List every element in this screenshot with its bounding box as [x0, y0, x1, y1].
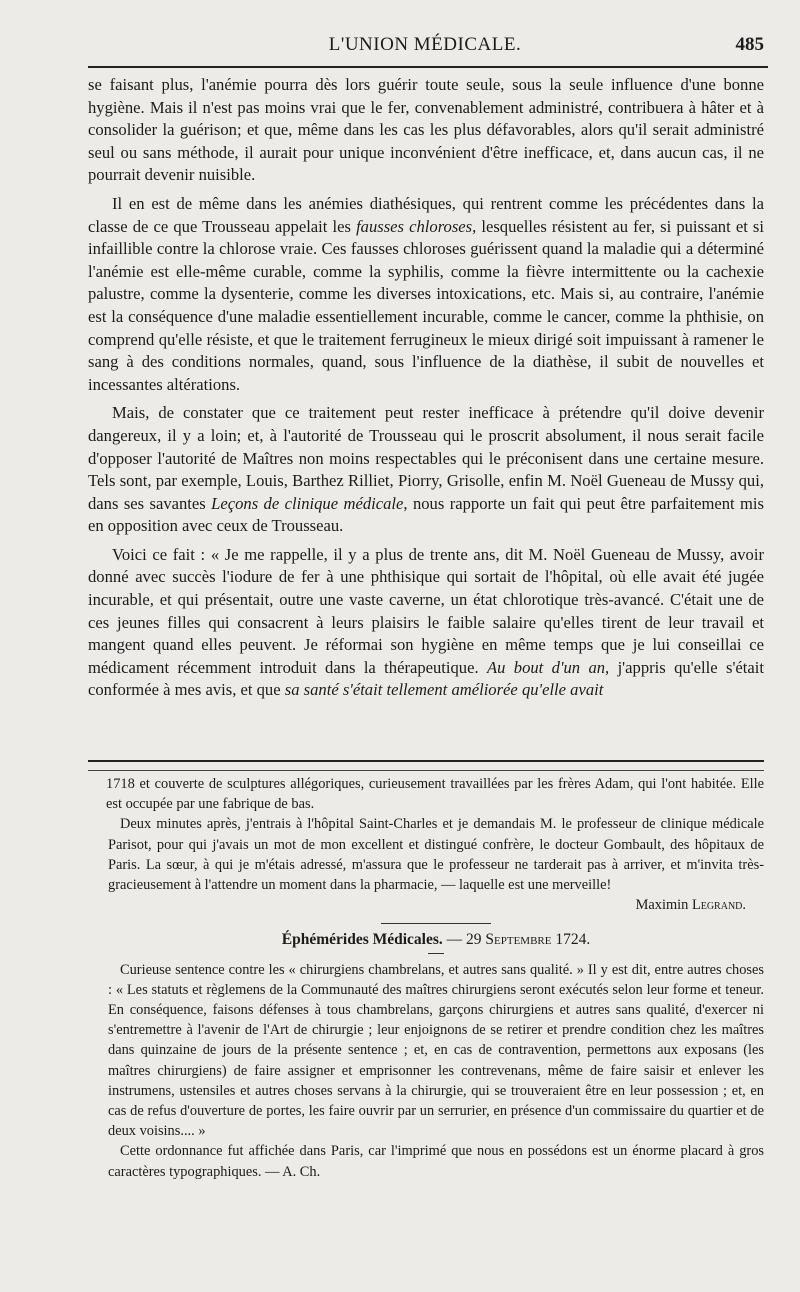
main-text	[88, 74, 764, 702]
paragraph-traitement: Mais, de constater que ce traitement peut rester inefficace à prétendre qu'il doive devenir dangereux, il y a loin; et, à l'autorité de Trousseau qui le proscrit absolument, il nous serait facile d'opposer l'autorité de Maîtres non moins respectables qui le préconisent dans une certaine mesure. Tels sont, par exemple, Louis, Barthez Rilliet, Piorry, Grisolle, enfin M. Noël Gueneau de Mussy qui, dans ses savantes Leçons de clinique médicale, nous rapporte un fait qui peut être parfaitement mis en opposition avec ceux de Trousseau.	[88, 403, 765, 536]
feuilleton-paragraph-1: 1718 et couverte de sculptures allégoriques, curieusement travaillées par les frères Adam, qui l'ont habitée. Elle est occupée par une fabrique de bas.	[106, 776, 764, 813]
feuilleton-paragraph-2: Deux minutes après, j'entrais à l'hôpital Saint-Charles et je demandais M. le professeur de clinique médicale Parisot, pour qui j'avais un mot de mon excellent et distingué confrère, le docteur Gombault, des hôpitaux de Paris. La sœur, à qui je m'étais adressé, m'assura que le professeur ne tarderait pas à arriver, et m'invita très-gracieusement à l'attendre un moment dans la pharmacie, — laquelle est une merveille!	[108, 816, 764, 894]
section-divider	[381, 923, 491, 924]
ephemerides-paragraph-2: Cette ordonnance fut affichée dans Paris, car l'imprimé que nous en possédons est un énorme placard à gros caractères typographiques. — A. Ch.	[108, 1143, 764, 1180]
paragraph-citation: Voici ce fait : « Je me rappelle, il y a plus de trente ans, dit M. Noël Gueneau de Mussy, avoir donné avec succès l'iodure de fer à une phthisique qui sortait de l'hôpital, où elle avait été jugée incurable, et qui présentait, outre une vaste caverne, un état chlorotique très-avancé. C'était une de ces jeunes filles qui consacrent à leurs plaisirs le faible salaire qu'elles tirent de leur travail et mangent quand elles peuvent. Je réformai son hygiène en même temps que je lui conseillai ce médicament récemment introduit dans la thérapeutique. Au bout d'un an, j'appris qu'elle s'était conformée à mes avis, et que sa santé s'était tellement améliorée qu'elle avait	[88, 544, 764, 700]
page-number: 485	[735, 34, 764, 55]
running-title: L'UNION MÉDICALE.	[328, 34, 522, 55]
ephemerides-paragraph-1: Curieuse sentence contre les « chirurgiens chambrelans, et autres sans qualité. » Il y est dit, entre autres choses : « Les statuts et règlemens de la Communauté des maîtres chirurgiens seront exécutés selon leur forme et teneur. En conséquence, faisons défenses à tous chambrelans, garçons chirurgiens et autres sans qualité, d'exercer ni s'entremettre à l'avenir de l'Art de chirurgie ; leur enjoignons de se retirer et prendre condition chez les maîtres dans quinzaine de jours de la présente sentence ; et, en cas de contravention, permettons aux exposans (les maîtres chirurgiens) de faire assigner et emprisonner les contrevenans, même de faire saisir et enlever les instrumens, ustensiles et autres choses servans à la chirurgie, qui se trouveraient être en leur possession ; et, en cas de refus d'ouverture de portes, les faire ouvrir par un serrurier, en présence d'un commissaire du quartier et de deux voisins.... »	[108, 961, 764, 1140]
author-signature: Maximin Legrand.	[635, 897, 746, 914]
feuilleton-section	[108, 774, 764, 1182]
paragraph-continued: se faisant plus, l'anémie pourra dès lors guérir toute seule, sous la seule influence d'une bonne hygiène. Mais il n'est pas moins vrai que le fer, convenablement administré, contribuera à hâter et à consolider la guérison; et que, même dans les cas les plus défavorables, alors qu'il serait administré seul ou sans méthode, il aurait pour unique inconvénient d'être inefficace, et, dans aucun cas, il ne pourrait devenir nuisible.	[88, 75, 764, 185]
italic-book-title: Leçons de clinique médicale	[211, 493, 404, 513]
heading-underline	[428, 953, 444, 954]
ephemerides-heading: Éphémérides Médicales. — 29 Septembre 1724.	[281, 931, 591, 949]
paragraph-anemies-diathesiques: Il en est de même dans les anémies diathésiques, qui rentrent comme les précédentes dans la classe de ce que Trousseau appelait les fausses chloroses, lesquelles résistent au fer, si puissant et si infaillible contre la chlorose vraie. Ces fausses chloroses guérissent quand la maladie qui a déterminé l'anémie est elle-même curable, comme la syphilis, comme la fièvre intermittente ou la cachexie palustre, comme la dysenterie, comme les diverses intoxications, etc. Mais si, au contraire, l'anémie est la conséquence d'une maladie essentiellement incurable, comme le cancer, comme la phthisie, on comprend qu'elle résiste, et que le traitement ferrugineux le mieux dirigé soit impuissant à ramener le sang à des conditions normales, quand, sous l'influence de la diathèse, il subit de nouvelles et incessantes altérations.	[88, 193, 764, 394]
header-rule	[88, 66, 768, 68]
italic-phrase-2: sa santé s'était tellement améliorée qu'elle avait	[284, 680, 604, 700]
page-header	[80, 30, 770, 66]
italic-term: fausses chloroses	[356, 216, 473, 236]
footnote-separator-rule	[88, 760, 764, 771]
italic-phrase-1: Au bout d'un an,	[486, 657, 610, 677]
